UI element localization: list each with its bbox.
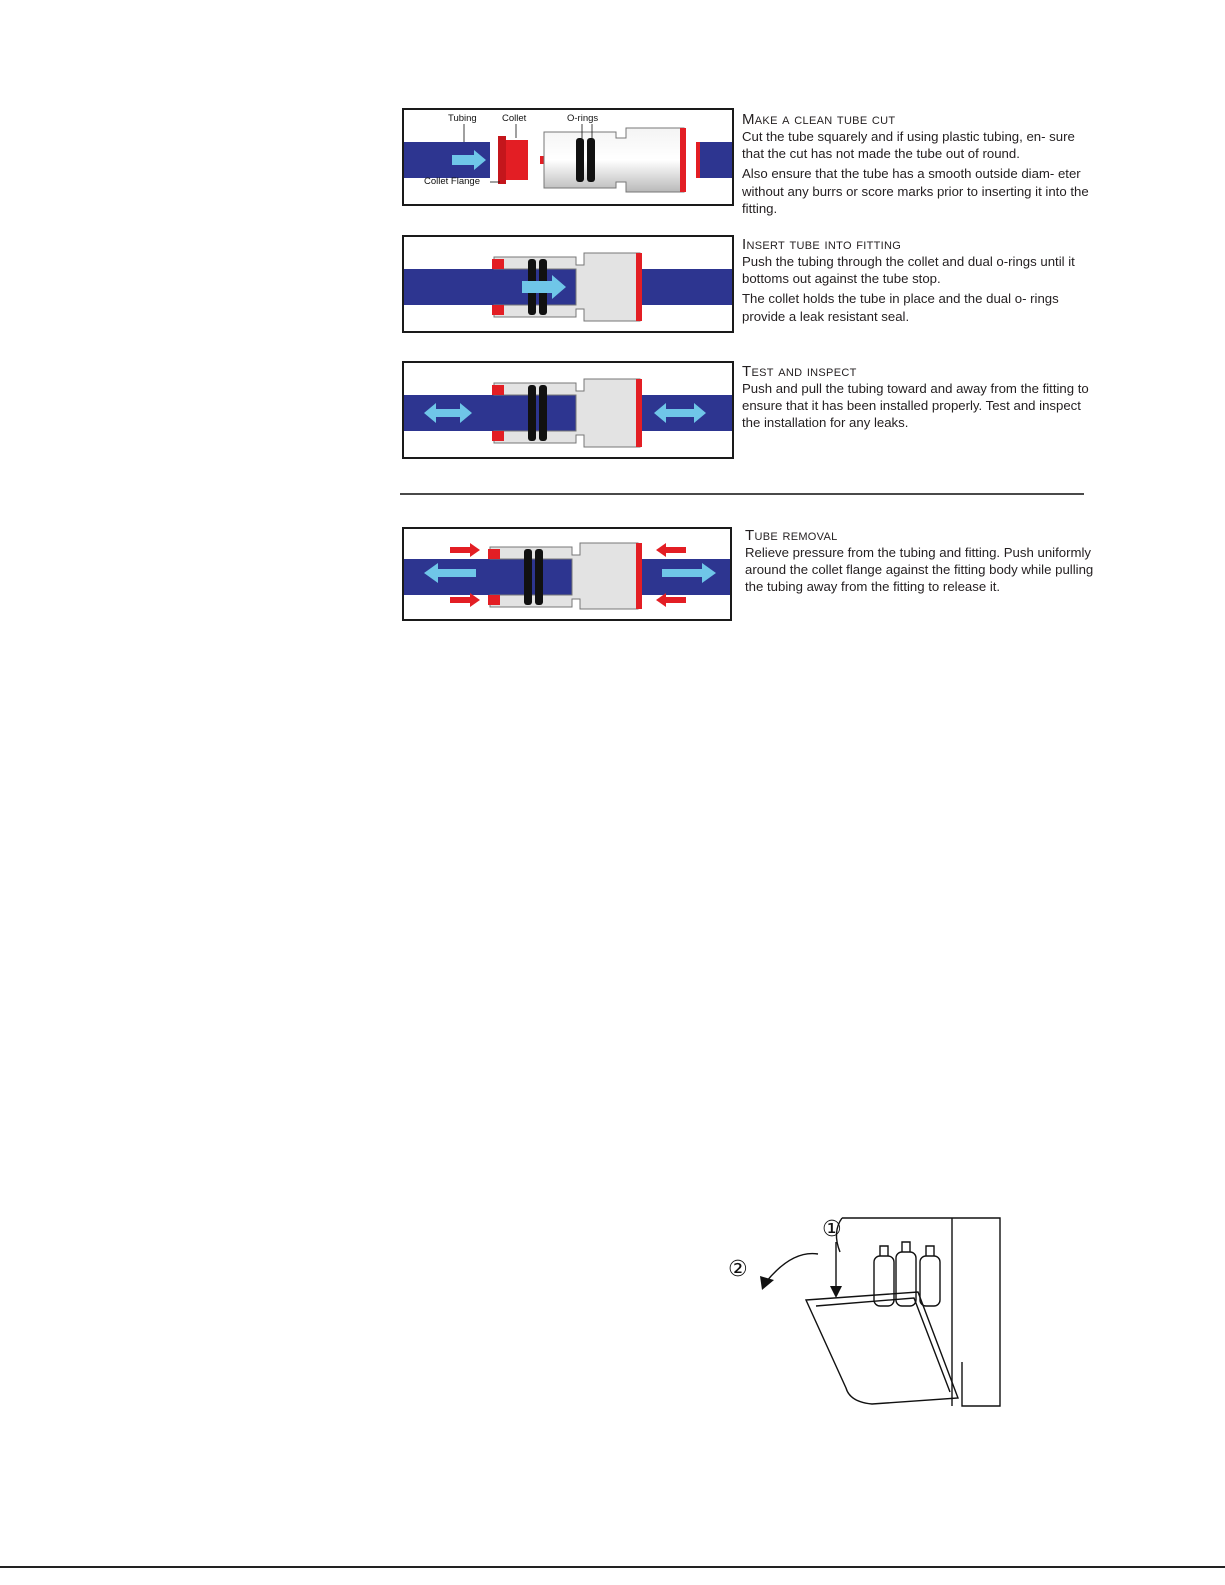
step-paragraph: Push and pull the tubing toward and away from the fitting to ensure that it has been installed properly. Test and inspect the installation for any leaks. bbox=[742, 381, 1089, 431]
diagram-test-inspect bbox=[402, 361, 734, 459]
page-bottom-rule bbox=[0, 1566, 1225, 1568]
press-arrow-icon bbox=[656, 543, 686, 557]
o-ring-1 bbox=[576, 138, 584, 182]
step-paragraph: Also ensure that the tube has a smooth outside diam- eter without any burrs or score marks prior to inserting it into the fitting. bbox=[742, 166, 1089, 216]
label-collet: Collet bbox=[502, 113, 527, 124]
step-paragraph: Relieve pressure from the tubing and fitting. Push uniformly around the collet flange against the fitting body while pulling the tubing away from the fitting to release it. bbox=[745, 545, 1094, 595]
step-tube-removal bbox=[745, 527, 1095, 599]
label-collet-flange: Collet Flange bbox=[424, 176, 480, 187]
press-arrow-icon bbox=[656, 593, 686, 607]
section-divider bbox=[400, 493, 1084, 495]
step-title: Make a clean tube cut bbox=[742, 111, 896, 128]
diagram-tube-removal bbox=[402, 527, 732, 621]
diagram-insert-tube bbox=[402, 235, 734, 333]
step-title: Tube removal bbox=[745, 527, 838, 544]
step-test-inspect bbox=[742, 363, 1092, 435]
step-paragraph: The collet holds the tube in place and the dual o- rings provide a leak resistant seal. bbox=[742, 291, 1059, 324]
press-arrow-icon bbox=[450, 593, 480, 607]
filter-door-illustration bbox=[722, 1212, 1022, 1412]
step-paragraph: Push the tubing through the collet and dual o-rings until it bottoms out against the tube stop. bbox=[742, 254, 1075, 287]
step-title: Insert tube into fitting bbox=[742, 236, 902, 253]
step1-marker: ① bbox=[822, 1217, 842, 1242]
o-ring-2 bbox=[587, 138, 595, 182]
label-orings: O-rings bbox=[567, 113, 599, 124]
step-title: Test and inspect bbox=[742, 363, 857, 380]
step2-marker: ② bbox=[728, 1257, 748, 1282]
label-tubing: Tubing bbox=[448, 113, 477, 124]
diagram-clean-tube-cut bbox=[402, 108, 734, 206]
press-arrow-icon bbox=[450, 543, 480, 557]
step-clean-tube-cut bbox=[742, 111, 1092, 220]
step-paragraph: Cut the tube squarely and if using plastic tubing, en- sure that the cut has not made the tube out of round. bbox=[742, 129, 1075, 162]
arrow-down-icon bbox=[830, 1286, 842, 1298]
step-insert-tube bbox=[742, 236, 1092, 328]
arrow-curve-icon bbox=[760, 1276, 774, 1290]
collet-shape bbox=[504, 140, 528, 180]
